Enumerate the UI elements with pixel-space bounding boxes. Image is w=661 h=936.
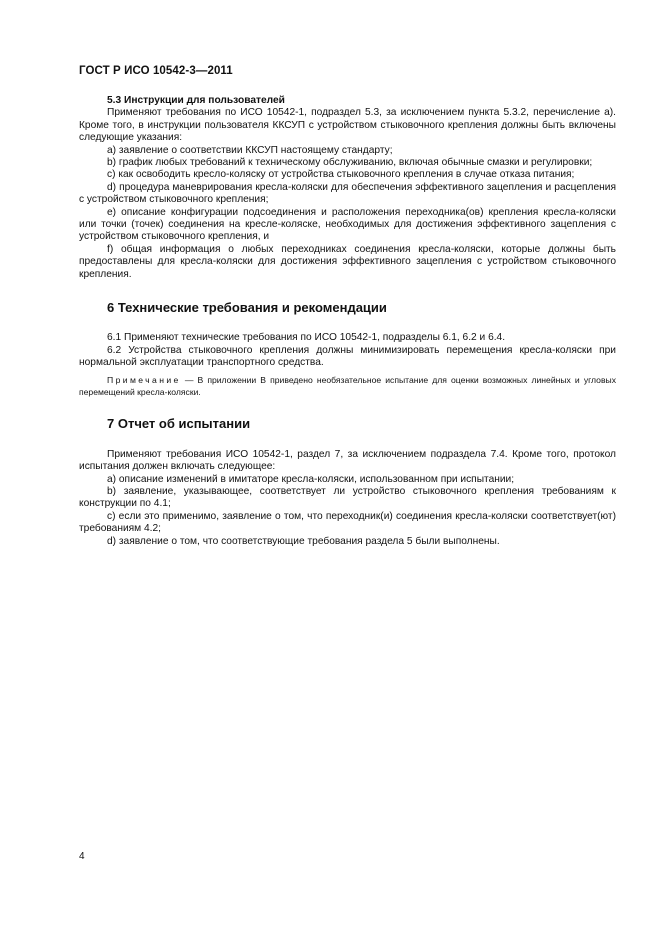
list-item: b) график любых требований к техническому обслуживанию, включая обычные смазки и регулировки;: [107, 157, 593, 169]
note-label: Примечание: [107, 375, 181, 386]
subsection-5-3-intro: Применяют требования по ИСО 10542-1, подраздел 5.3, за исключением пункта 5.3.2, перечисление а). Кроме того, в инструкции пользователя ККСУП с устройством стыковочного крепления должны быть включены следующие указания:: [79, 107, 616, 144]
list-item: d) процедура маневрирования кресла-коляски для обеспечения эффективного зацепления и расцепления с устройством стыковочного крепления;: [79, 181, 616, 206]
clause-6-1: 6.1 Применяют технические требования по ИСО 10542-1, подразделы 6.1, 6.2 и 6.4.: [107, 332, 506, 344]
note: [79, 375, 616, 397]
clause-6-2: 6.2 Устройства стыковочного крепления должны минимизировать перемещения кресла-коляски при нормальной эксплуатации транспортного средства.: [79, 344, 616, 368]
list-item: c) как освободить кресло-коляску от устройства стыковочного крепления в случае отказа питания;: [107, 169, 575, 181]
section-7-heading: 7 Отчет об испытании: [107, 415, 251, 431]
list-item: c) если это применимо, заявление о том, что переходник(и) соединения кресла-коляски соответствует(ют) требованиям 4.2;: [79, 510, 616, 535]
list-item: a) заявление о соответствии ККСУП настоящему стандарту;: [107, 144, 393, 156]
document-body: [79, 95, 616, 548]
standard-header: ГОСТ Р ИСО 10542-3—2011: [79, 65, 233, 77]
note-text: — В приложении В приведено необязательное испытание для оценки возможных линейных и угловых перемещений кресла-коляски.: [79, 375, 616, 397]
list-item: d) заявление о том, что соответствующие требования раздела 5 были выполнены.: [107, 535, 500, 547]
list-item: b) заявление, указывающее, соответствует ли устройство стыковочного крепления требованиям к конструкции по 4.1;: [79, 485, 616, 510]
list-item: f) общая информация о любых переходниках соединения кресла-коляски, которые должны быть предоставлены для кресла-коляски для достижения эффективного зацепления с устройством стыковочного крепления.: [79, 243, 616, 280]
section-6-heading: 6 Технические требования и рекомендации: [107, 300, 387, 316]
section-7-intro: Применяют требования ИСО 10542-1, раздел 7, за исключением подраздела 7.4. Кроме того, протокол испытания должен включать следующее:: [79, 448, 616, 473]
list-item: a) описание изменений в имитаторе кресла-коляски, использованном при испытании;: [107, 473, 515, 485]
page-number: 4: [79, 851, 85, 862]
list-item: e) описание конфигурации подсоединения и расположения переходника(ов) крепления кресла-коляски или точки (точек) соединения на кресле-коляске, необходимых для достижения эффективного зацепления с устройством стыковочного крепления, и: [79, 206, 616, 243]
subsection-5-3-heading: 5.3 Инструкции для пользователей: [107, 95, 285, 106]
